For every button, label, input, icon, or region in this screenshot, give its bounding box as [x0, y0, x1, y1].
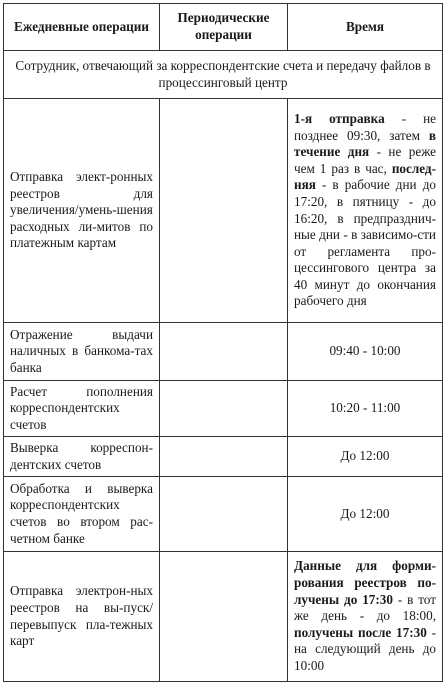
operation-time: 09:40 - 10:00 — [288, 323, 443, 381]
operation-time: 1-я отправка - не позднее 09:30, затем в течение дня - не реже чем 1 раз в час, послед-няя - в рабочие дни до 17:20, в пятницу - до 16:20, в предпразднич-ные дни - в зависимо-сти от регламента про-цессингового центра за 40 минут до окончания рабочего дня — [288, 99, 443, 323]
periodic-operation — [160, 552, 288, 682]
daily-operation: Обработка и выверка корреспондентских счетов во втором рас-четном банке — [4, 477, 160, 552]
table-row — [4, 477, 443, 552]
operation-time: До 12:00 — [288, 477, 443, 552]
daily-operation: Отправка электрон-ных реестров на вы-пуск/перевыпуск пла-тежных карт — [4, 552, 160, 682]
operation-time: Данные для форми-рования реестров по-лучены до 17:30 - в тот же день - до 18:00, получены после 17:30 - на следующий день до 10:00 — [288, 552, 443, 682]
header-time: Время — [288, 4, 443, 51]
periodic-operation — [160, 99, 288, 323]
table-row — [4, 381, 443, 437]
section-title: Сотрудник, отвечающий за корреспондентские счета и передачу файлов в процессинговый центр — [4, 51, 443, 99]
header-daily: Ежедневные операции — [4, 4, 160, 51]
daily-operation: Отражение выдачи наличных в банкома-тах банка — [4, 323, 160, 381]
table-row — [4, 323, 443, 381]
operations-table — [3, 3, 443, 682]
table-row — [4, 99, 443, 323]
table-row — [4, 552, 443, 682]
table-row — [4, 437, 443, 477]
daily-operation: Отправка элект-ронных реестров для увеличения/умень-шения расходных ли-митов по платежным картам — [4, 99, 160, 323]
header-row — [4, 4, 443, 51]
periodic-operation — [160, 437, 288, 477]
periodic-operation — [160, 323, 288, 381]
periodic-operation — [160, 381, 288, 437]
section-row — [4, 51, 443, 99]
operation-time: До 12:00 — [288, 437, 443, 477]
periodic-operation — [160, 477, 288, 552]
operation-time: 10:20 - 11:00 — [288, 381, 443, 437]
header-periodic: Периодические операции — [160, 4, 288, 51]
daily-operation: Расчет пополнения корреспондентских счетов — [4, 381, 160, 437]
daily-operation: Выверка корреспон-дентских счетов — [4, 437, 160, 477]
